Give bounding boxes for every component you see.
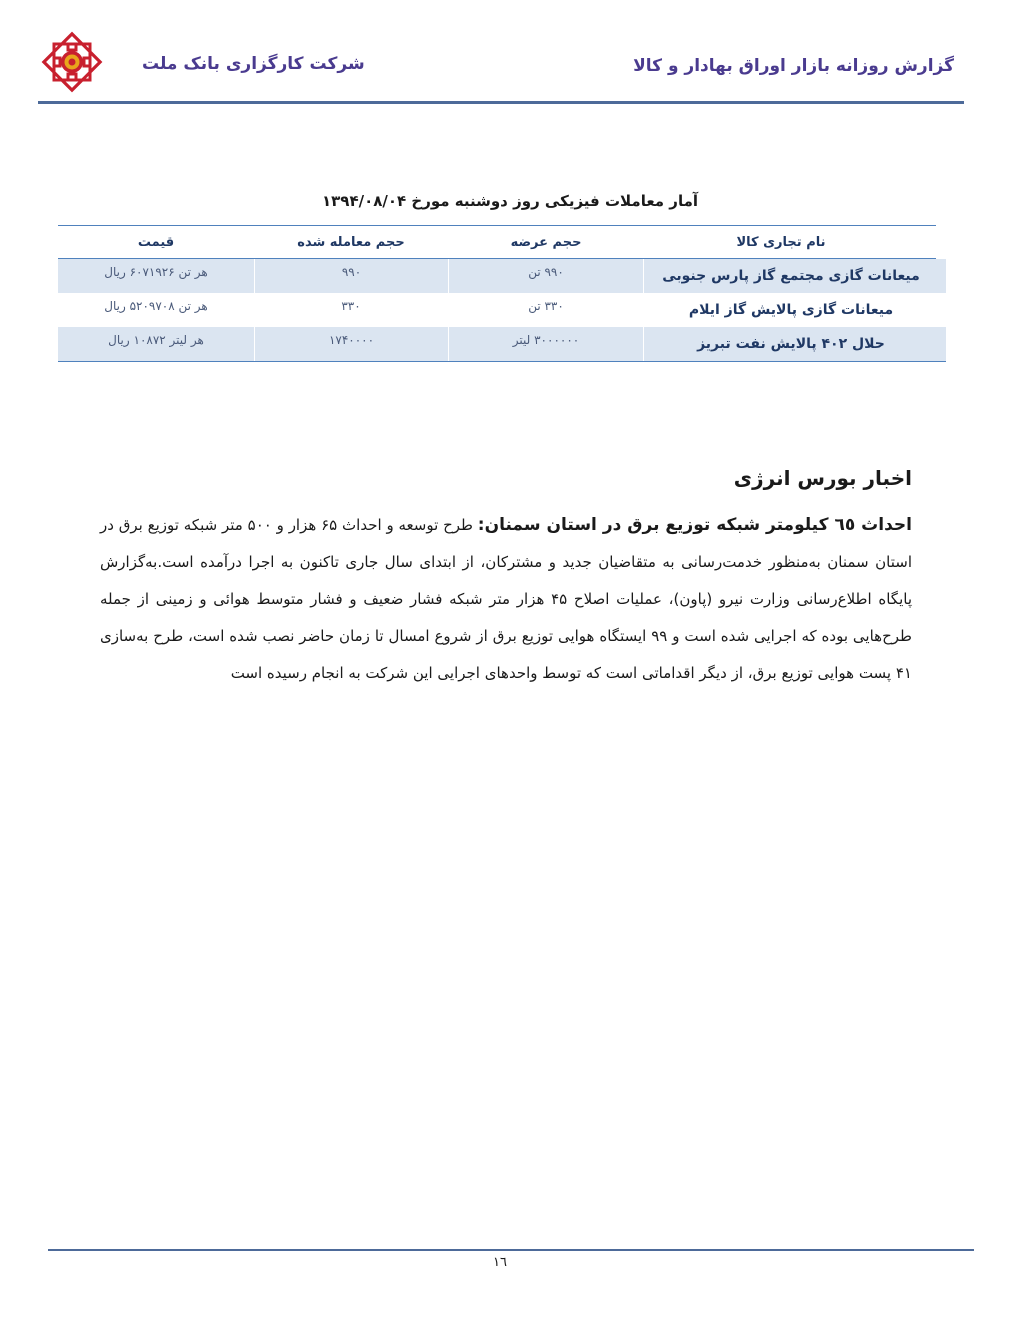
commodity-name: حلال ۴۰۲ پالایش نفت تبریز [697, 336, 885, 352]
column-header-offer: حجم عرضه [510, 234, 582, 250]
commodity-name: میعانات گازی مجتمع گاز پارس جنوبی [662, 268, 920, 284]
header-divider [38, 101, 964, 104]
bank-mellat-logo-icon [40, 30, 104, 94]
offer-volume: ۳۰۰۰۰۰۰ لیتر [448, 327, 644, 361]
page-number: ١٦ [493, 1255, 507, 1270]
price: هر تن ۵۲۰۹۷۰۸ ریال [104, 299, 208, 313]
news-article [100, 507, 912, 692]
table-header-row [58, 225, 936, 259]
news-lead-title: احداث ٦٥ کیلومتر شبکه توزیع برق در استان سمنان: [477, 515, 912, 535]
price: هر تن ۶۰۷۱۹۲۶ ریال [104, 265, 208, 279]
news-article-text: طرح توسعه و احداث ۶۵ هزار و ۵۰۰ متر شبکه توزیع برق در استان سمنان به‌منظور خدمت‌رسانی به متقاضیان جدید و مشترکان، از ابتدای سال جاری تاکنون به اجرا درآمده است.به‌گزارش پایگاه اطلاع‌رسانی وزارت نیرو (پاون)، عملیات اصلاح ۴۵ هزار متر شبکه فشار ضعیف و فشار متوسط هوائی و زمینی از جمله طرح‌هایی بوده که اجرایی شده است و ۹۹ ایستگاه هوایی توزیع برق از شروع امسال تا زمان حاضر نصب شده است، طرح به‌سازی ۴۱ پست هوایی توزیع برق، از دیگر اقداماتی است که توسط واحدهای اجرایی این شرکت به انجام رسیده است [100, 516, 912, 682]
price: هر لیتر ۱۰۸۷۲ ریال [108, 333, 204, 347]
physical-trades-table [58, 225, 946, 362]
company-name: شرکت کارگزاری بانک ملت [142, 54, 365, 74]
table-caption: آمار معاملات فیزیکی روز دوشنبه مورخ ۱۳۹۴/۰۸/۰۴ [321, 192, 699, 210]
column-header-volume: حجم معامله شده [297, 234, 405, 250]
traded-volume: ۳۳۰ [341, 299, 361, 313]
column-header-price: قیمت [137, 234, 175, 250]
traded-volume: ۹۹۰ [254, 259, 448, 293]
offer-volume: ۹۹۰ تن [448, 259, 644, 293]
table-row [58, 327, 946, 362]
offer-volume: ۳۳۰ تن [528, 299, 564, 313]
table-row [58, 293, 946, 327]
column-header-name: نام تجاری کالا [736, 234, 826, 250]
footer-divider [48, 1249, 974, 1251]
report-title: گزارش روزانه بازار اوراق بهادار و کالا [633, 56, 954, 76]
commodity-name: میعانات گازی پالایش گاز ایلام [688, 302, 894, 318]
page-header [0, 0, 1020, 110]
traded-volume: ۱۷۴۰۰۰۰ [254, 327, 448, 361]
news-section-heading: اخبار بورس انرژی [733, 466, 912, 490]
table-row [58, 259, 946, 293]
